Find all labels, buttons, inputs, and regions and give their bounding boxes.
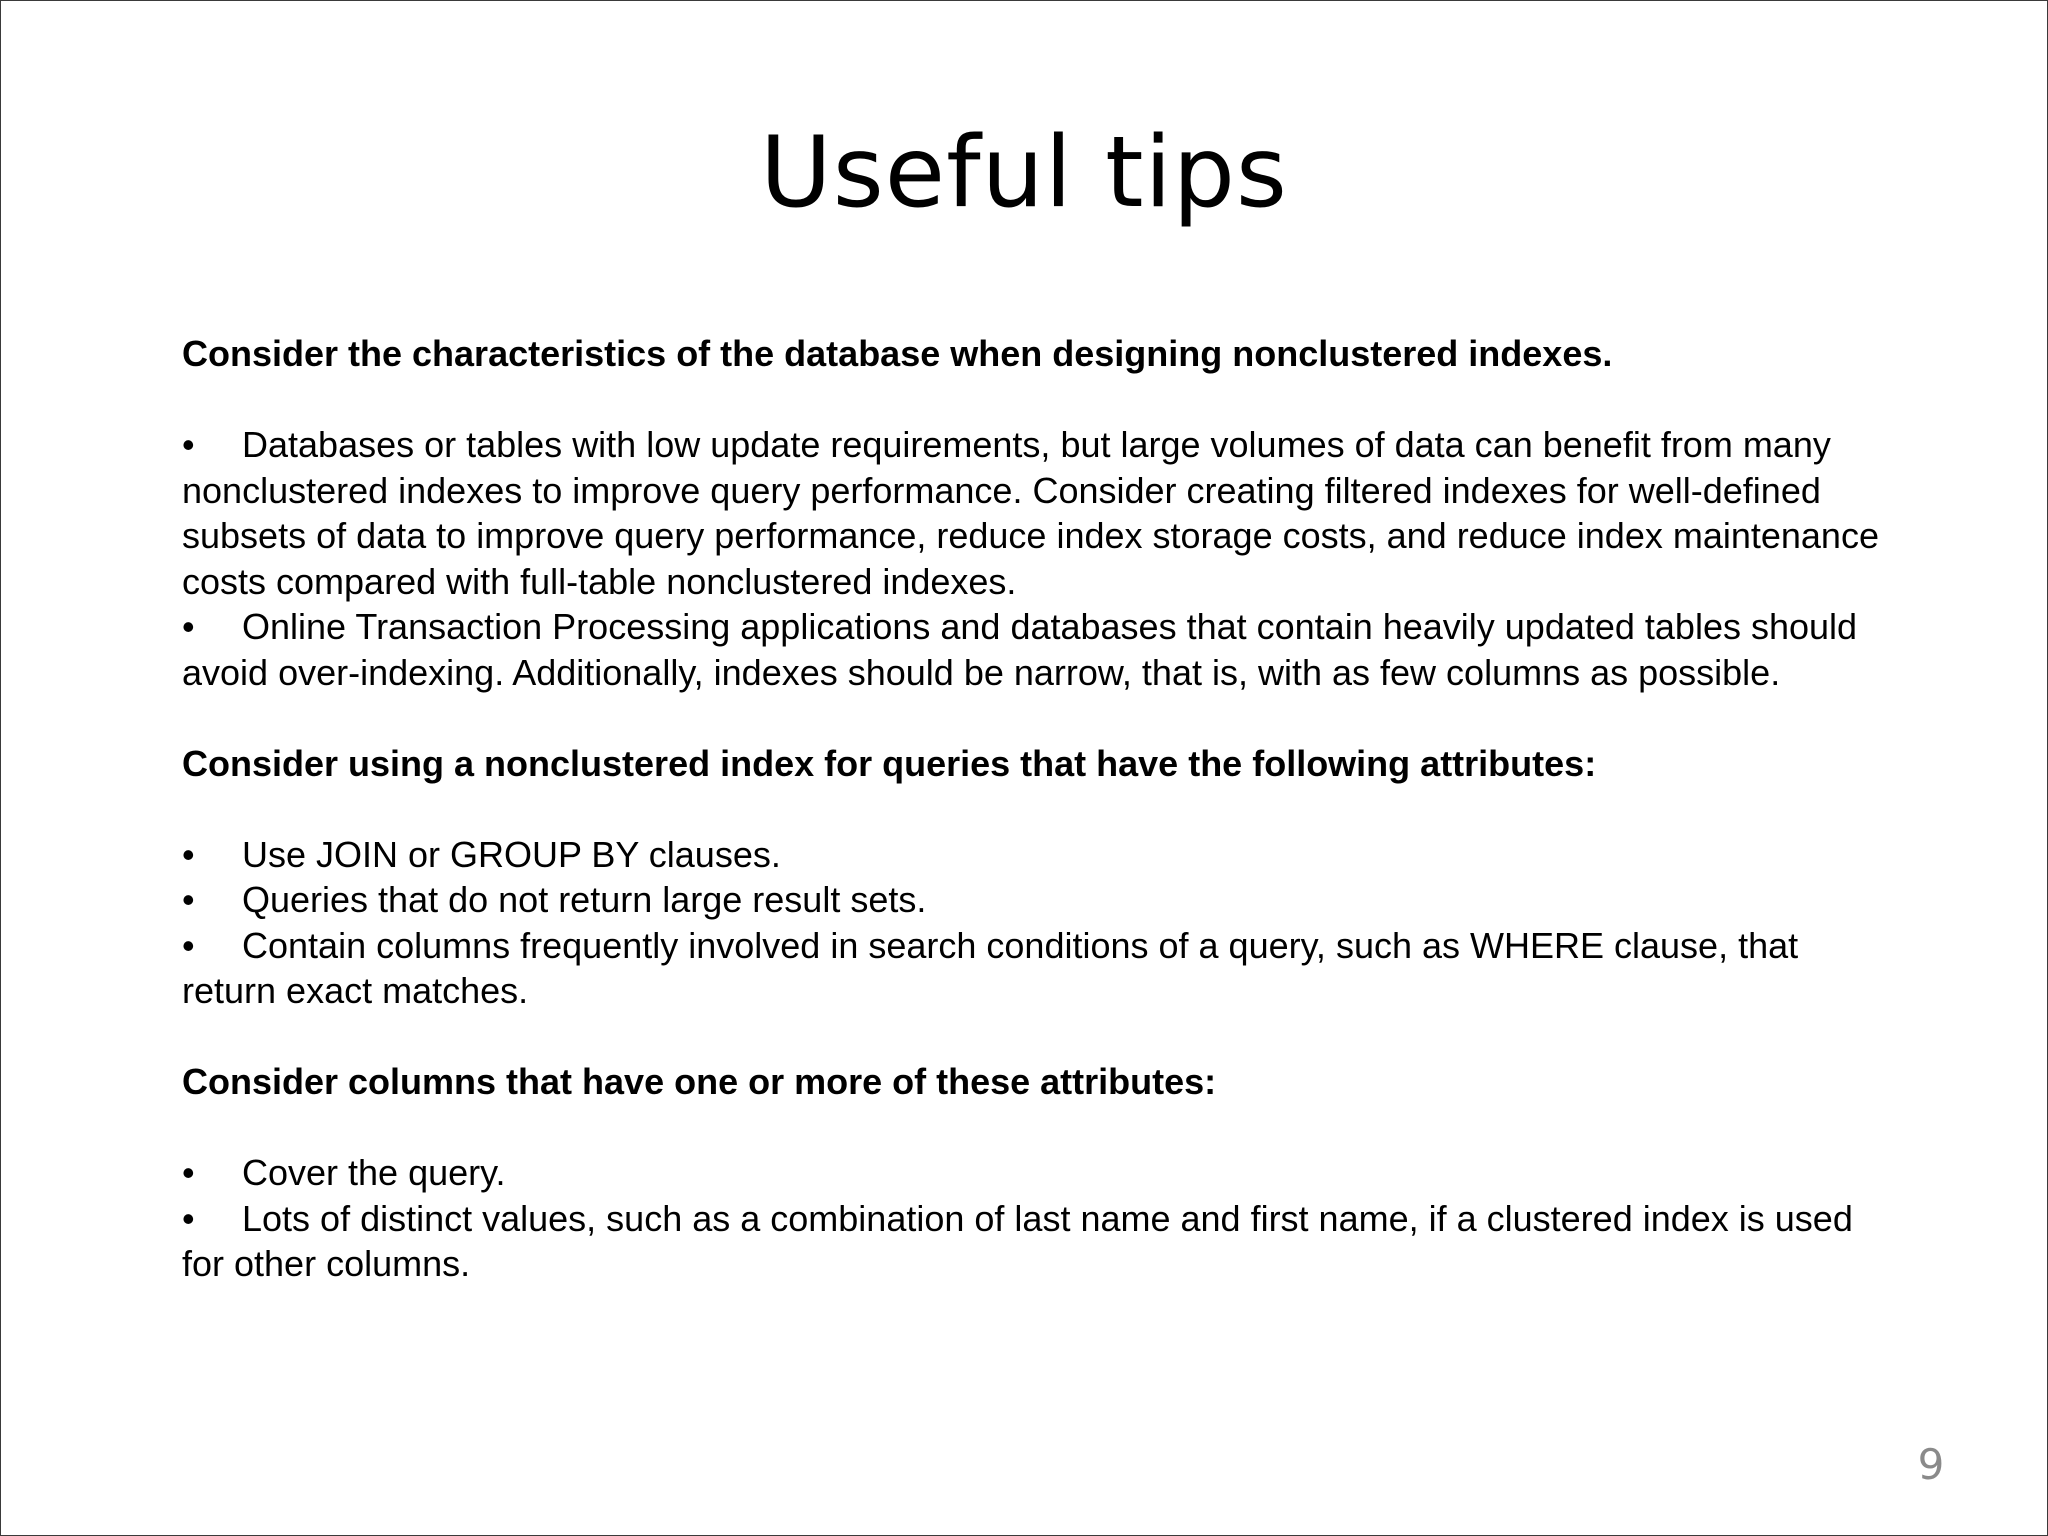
bullet-icon: • xyxy=(182,606,195,647)
page-number: 9 xyxy=(1917,1440,1945,1489)
bullet-item xyxy=(182,923,1902,1014)
bullet-text: Contain columns frequently involved in search conditions of a query, such as WHERE clause, that return exact matches. xyxy=(182,924,1799,1011)
section-query-attributes xyxy=(182,741,1902,1014)
spacer xyxy=(182,786,1902,832)
bullet-icon: • xyxy=(182,879,195,920)
bullet-icon: • xyxy=(182,833,195,875)
section-heading: Consider columns that have one or more of these attributes: xyxy=(182,1061,1217,1102)
bullet-item xyxy=(182,422,1902,604)
bullet-item xyxy=(182,1196,1902,1287)
bullet-icon: • xyxy=(182,924,195,966)
slide-title: Useful tips xyxy=(760,116,1288,230)
bullet-text: Databases or tables with low update requirements, but large volumes of data can benefit from many nonclustered indexes to improve query performance. Consider creating filtered indexes for well-defined subsets of data to improve query performance, reduce index storage costs, and reduce index maintenance costs compared with full-table nonclustered indexes. xyxy=(182,424,1879,602)
section-database-characteristics xyxy=(182,331,1902,695)
spacer xyxy=(182,1105,1902,1151)
section-heading: Consider the characteristics of the database when designing nonclustered indexes. xyxy=(182,333,1613,374)
bullet-icon: • xyxy=(182,1197,195,1239)
bullet-item xyxy=(182,877,1902,923)
spacer xyxy=(182,377,1902,423)
bullet-text: Queries that do not return large result sets. xyxy=(242,879,927,920)
spacer xyxy=(182,695,1902,741)
slide-content xyxy=(182,331,1902,1287)
bullet-icon: • xyxy=(182,1152,195,1193)
bullet-text: Online Transaction Processing applications and databases that contain heavily updated tables should avoid over-indexing. Additionally, indexes should be narrow, that is, with as few columns as possible. xyxy=(182,606,1858,693)
bullet-text: Cover the query. xyxy=(242,1152,506,1193)
bullet-item xyxy=(182,1150,1902,1196)
bullet-icon: • xyxy=(182,424,195,465)
spacer xyxy=(182,1014,1902,1060)
bullet-item xyxy=(182,832,1902,878)
section-heading: Consider using a nonclustered index for queries that have the following attributes: xyxy=(182,742,1597,784)
bullet-item xyxy=(182,604,1902,695)
bullet-text: Lots of distinct values, such as a combination of last name and first name, if a clustered index is used for other columns. xyxy=(182,1197,1853,1284)
section-column-attributes xyxy=(182,1059,1902,1287)
bullet-text: Use JOIN or GROUP BY clauses. xyxy=(242,833,781,875)
